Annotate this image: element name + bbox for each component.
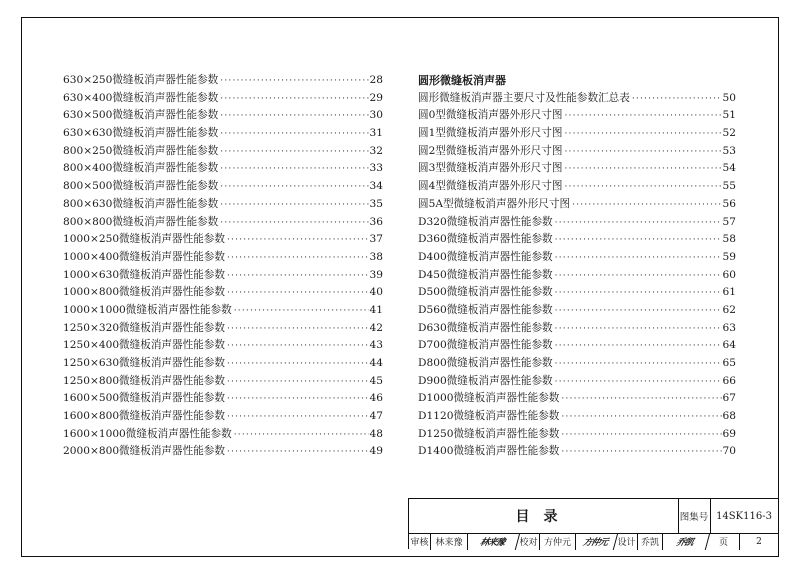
toc-entry <box>418 90 736 108</box>
atlas-number-label: 图集号 <box>678 499 711 533</box>
toc-entry-title: 1250×400微缝板消声器性能参数 <box>63 339 225 352</box>
toc-entry-title: 800×800微缝板消声器性能参数 <box>63 215 219 228</box>
toc-entry <box>418 284 736 302</box>
toc-entry-title: 1600×1000微缝板消声器性能参数 <box>63 427 232 440</box>
toc-leader-dots <box>562 164 722 174</box>
toc-leader-dots <box>225 324 369 334</box>
toc-entry-page: 58 <box>722 233 736 246</box>
toc-entry <box>63 373 383 391</box>
title-block <box>408 498 779 549</box>
toc-entry <box>63 337 383 355</box>
toc-entry <box>418 373 736 391</box>
toc-entry-page: 38 <box>369 250 383 263</box>
toc-entry-page: 53 <box>722 144 736 157</box>
toc-entry <box>63 196 383 214</box>
toc-entry-title: 1600×500微缝板消声器性能参数 <box>63 392 225 405</box>
toc-entry-page: 63 <box>722 321 736 334</box>
toc-entry <box>63 107 383 125</box>
toc-entry-title: 630×630微缝板消声器性能参数 <box>63 127 219 140</box>
toc-leader-dots <box>553 377 722 387</box>
toc-leader-dots <box>225 253 369 263</box>
toc-leader-dots <box>553 218 722 228</box>
toc-entry <box>418 178 736 196</box>
toc-leader-dots <box>562 182 722 192</box>
toc-leader-dots <box>218 76 369 86</box>
toc-entry-page: 50 <box>722 91 736 104</box>
toc-leader-dots <box>232 430 369 440</box>
toc-entry-title: 圆1型微缝板消声器外形尺寸图 <box>418 127 563 140</box>
toc-entry-page: 34 <box>369 180 383 193</box>
toc-leader-dots <box>553 341 722 351</box>
toc-entry-title: 1000×1000微缝板消声器性能参数 <box>63 303 232 316</box>
toc-leader-dots <box>218 164 369 174</box>
toc-entry <box>418 125 736 143</box>
toc-entry-title: 1250×320微缝板消声器性能参数 <box>63 321 225 334</box>
toc-entry-title: 1250×630微缝板消声器性能参数 <box>63 357 225 369</box>
toc-entry-title: D450微缝板消声器性能参数 <box>418 268 553 281</box>
toc-entry-page: 44 <box>369 357 383 369</box>
toc-entry-title: 630×250微缝板消声器性能参数 <box>63 74 219 86</box>
toc-leader-dots <box>559 447 722 457</box>
toc-entry-title: D1400微缝板消声器性能参数 <box>418 445 560 458</box>
toc-entry-page: 42 <box>369 321 383 334</box>
toc-entry <box>63 302 383 320</box>
toc-entry-title: D320微缝板消声器性能参数 <box>418 215 553 228</box>
toc-left-column <box>63 72 383 461</box>
toc-entry-title: 圆5A型微缝板消声器外形尺寸图 <box>418 197 571 210</box>
toc-entry-page: 65 <box>722 357 736 369</box>
toc-entry <box>418 355 736 373</box>
toc-entry-page: 61 <box>722 286 736 299</box>
toc-entry-title: 圆2型微缝板消声器外形尺寸图 <box>418 144 563 157</box>
toc-leader-dots <box>218 182 369 192</box>
toc-entry-page: 39 <box>369 268 383 281</box>
toc-entry-page: 40 <box>369 286 383 299</box>
toc-entry-title: D500微缝板消声器性能参数 <box>418 286 553 299</box>
toc-leader-dots <box>225 447 369 457</box>
toc-entry <box>418 337 736 355</box>
toc-entry-title: 2000×800微缝板消声器性能参数 <box>63 445 225 458</box>
toc-leader-dots <box>559 430 722 440</box>
toc-entry-title: 630×500微缝板消声器性能参数 <box>63 109 219 122</box>
sheet-title: 目录 <box>409 499 679 533</box>
designer-signature: 乔凯 <box>661 533 711 550</box>
toc-entry-title: 圆3型微缝板消声器外形尺寸图 <box>418 162 563 175</box>
page-number: 2 <box>756 536 762 547</box>
toc-leader-dots <box>225 288 369 298</box>
toc-entry-title: D400微缝板消声器性能参数 <box>418 250 553 263</box>
toc-entry <box>418 107 736 125</box>
toc-leader-dots <box>553 253 722 263</box>
page-label: 页 <box>708 533 740 550</box>
toc-entry <box>63 443 383 461</box>
toc-entry-title: 圆形微缝板消声器主要尺寸及性能参数汇总表 <box>418 91 630 104</box>
toc-entry <box>418 408 736 426</box>
toc-entry-page: 64 <box>722 339 736 352</box>
toc-entry <box>418 443 736 461</box>
toc-entry-page: 43 <box>369 339 383 352</box>
toc-leader-dots <box>218 129 369 139</box>
toc-entry-page: 56 <box>722 197 736 210</box>
toc-entry-title: 630×400微缝板消声器性能参数 <box>63 91 219 104</box>
check-label: 校对 <box>518 533 540 550</box>
toc-entry-title: 1600×800微缝板消声器性能参数 <box>63 410 225 423</box>
toc-entry <box>418 231 736 249</box>
toc-entry <box>63 125 383 143</box>
toc-leader-dots <box>559 412 722 422</box>
toc-entry-page: 30 <box>369 109 383 122</box>
toc-entry-title: D900微缝板消声器性能参数 <box>418 374 553 387</box>
toc-entry-title: D1250微缝板消声器性能参数 <box>418 427 560 440</box>
toc-entry-title: 800×250微缝板消声器性能参数 <box>63 144 219 157</box>
toc-entry-page: 29 <box>369 91 383 104</box>
design-label: 设计 <box>616 533 638 550</box>
toc-entry-title: 800×630微缝板消声器性能参数 <box>63 197 219 210</box>
toc-entry <box>63 390 383 408</box>
toc-entry-title: D800微缝板消声器性能参数 <box>418 357 553 369</box>
toc-entry <box>418 143 736 161</box>
toc-entry-title: 圆4型微缝板消声器外形尺寸图 <box>418 180 563 193</box>
toc-leader-dots <box>570 200 722 210</box>
section-heading: 圆形微缝板消声器 <box>418 74 506 87</box>
toc-leader-dots <box>630 94 722 104</box>
review-label: 审核 <box>409 533 431 550</box>
toc-entry-title: 1000×630微缝板消声器性能参数 <box>63 268 225 281</box>
toc-entry-title: 800×400微缝板消声器性能参数 <box>63 162 219 175</box>
toc-entry <box>63 320 383 338</box>
toc-entry-title: 800×500微缝板消声器性能参数 <box>63 180 219 193</box>
toc-entry-title: 1250×800微缝板消声器性能参数 <box>63 374 225 387</box>
toc-entry <box>63 355 383 373</box>
toc-entry-page: 41 <box>369 303 383 316</box>
toc-entry-title: 1000×800微缝板消声器性能参数 <box>63 286 225 299</box>
toc-entry-page: 66 <box>722 374 736 387</box>
toc-entry-page: 68 <box>722 410 736 423</box>
toc-entry-page: 54 <box>722 162 736 175</box>
toc-entry <box>63 143 383 161</box>
reviewer-name: 林来豫 <box>431 533 468 550</box>
toc-leader-dots <box>553 288 722 298</box>
toc-entry-page: 33 <box>369 162 383 175</box>
toc-entry-title: D360微缝板消声器性能参数 <box>418 233 553 246</box>
toc-leader-dots <box>218 200 369 210</box>
toc-leader-dots <box>559 394 722 404</box>
toc-leader-dots <box>225 235 369 245</box>
toc-right-column <box>418 72 736 461</box>
atlas-number: 14SK116-3 <box>716 510 772 522</box>
toc-entry-page: 70 <box>722 445 736 458</box>
toc-entry-page: 48 <box>369 427 383 440</box>
toc-entry <box>63 178 383 196</box>
toc-leader-dots <box>232 306 369 316</box>
toc-leader-dots <box>218 218 369 228</box>
toc-leader-dots <box>225 271 369 281</box>
toc-leader-dots <box>553 235 722 245</box>
toc-entry <box>63 72 383 90</box>
reviewer-signature: 林来豫 <box>466 533 521 550</box>
toc-entry <box>418 249 736 267</box>
toc-leader-dots <box>225 394 369 404</box>
toc-entry <box>418 302 736 320</box>
toc-entry <box>63 284 383 302</box>
toc-entry-title: 1000×400微缝板消声器性能参数 <box>63 250 225 263</box>
toc-entry-title: 圆0型微缝板消声器外形尺寸图 <box>418 109 563 122</box>
checker-name: 方仲元 <box>540 533 576 550</box>
toc-entry <box>418 390 736 408</box>
toc-entry <box>418 214 736 232</box>
toc-leader-dots <box>225 359 369 369</box>
toc-entry-page: 46 <box>369 392 383 405</box>
toc-entry-page: 51 <box>722 109 736 122</box>
toc-entry-page: 55 <box>722 180 736 193</box>
toc-entry <box>63 214 383 232</box>
toc-leader-dots <box>218 111 369 121</box>
toc-entry-page: 28 <box>369 74 383 86</box>
toc-leader-dots <box>218 147 369 157</box>
toc-entry <box>63 160 383 178</box>
toc-entry <box>418 160 736 178</box>
toc-entry <box>418 267 736 285</box>
toc-entry-page: 45 <box>369 374 383 387</box>
toc-leader-dots <box>553 324 722 334</box>
toc-entry-page: 59 <box>722 250 736 263</box>
toc-leader-dots <box>562 129 722 139</box>
toc-entry-page: 47 <box>369 410 383 423</box>
toc-entry-page: 36 <box>369 215 383 228</box>
toc-entry <box>63 267 383 285</box>
toc-leader-dots <box>562 111 722 121</box>
toc-leader-dots <box>562 147 722 157</box>
toc-entry-title: 1000×250微缝板消声器性能参数 <box>63 233 225 246</box>
toc-leader-dots <box>553 359 722 369</box>
toc-entry-page: 31 <box>369 127 383 140</box>
checker-signature: 方仲元 <box>574 533 619 550</box>
toc-entry <box>63 408 383 426</box>
toc-entry <box>63 90 383 108</box>
toc-entry <box>418 426 736 444</box>
toc-entry-page: 52 <box>722 127 736 140</box>
toc-entry <box>418 196 736 214</box>
toc-entry-title: D1120微缝板消声器性能参数 <box>418 410 560 423</box>
toc-entry-title: D700微缝板消声器性能参数 <box>418 339 553 352</box>
toc-entry <box>63 426 383 444</box>
toc-entry-title: D560微缝板消声器性能参数 <box>418 303 553 316</box>
toc-leader-dots <box>553 271 722 281</box>
toc-entry-page: 67 <box>722 392 736 405</box>
toc-entry <box>63 231 383 249</box>
toc-entry-page: 49 <box>369 445 383 458</box>
toc-leader-dots <box>225 412 369 422</box>
toc-entry-page: 60 <box>722 268 736 281</box>
toc-leader-dots <box>225 341 369 351</box>
toc-entry-page: 62 <box>722 303 736 316</box>
toc-entry-title: D630微缝板消声器性能参数 <box>418 321 553 334</box>
toc-entry-page: 37 <box>369 233 383 246</box>
toc-leader-dots <box>553 306 722 316</box>
designer-name: 乔凯 <box>638 533 663 550</box>
toc-leader-dots <box>225 377 369 387</box>
toc-entry-page: 57 <box>722 215 736 228</box>
toc-entry <box>418 320 736 338</box>
toc-entry-title: D1000微缝板消声器性能参数 <box>418 392 560 405</box>
toc-entry-page: 69 <box>722 427 736 440</box>
toc-leader-dots <box>218 94 369 104</box>
toc-entry-page: 32 <box>369 144 383 157</box>
toc-entry <box>63 249 383 267</box>
toc-entry-page: 35 <box>369 197 383 210</box>
